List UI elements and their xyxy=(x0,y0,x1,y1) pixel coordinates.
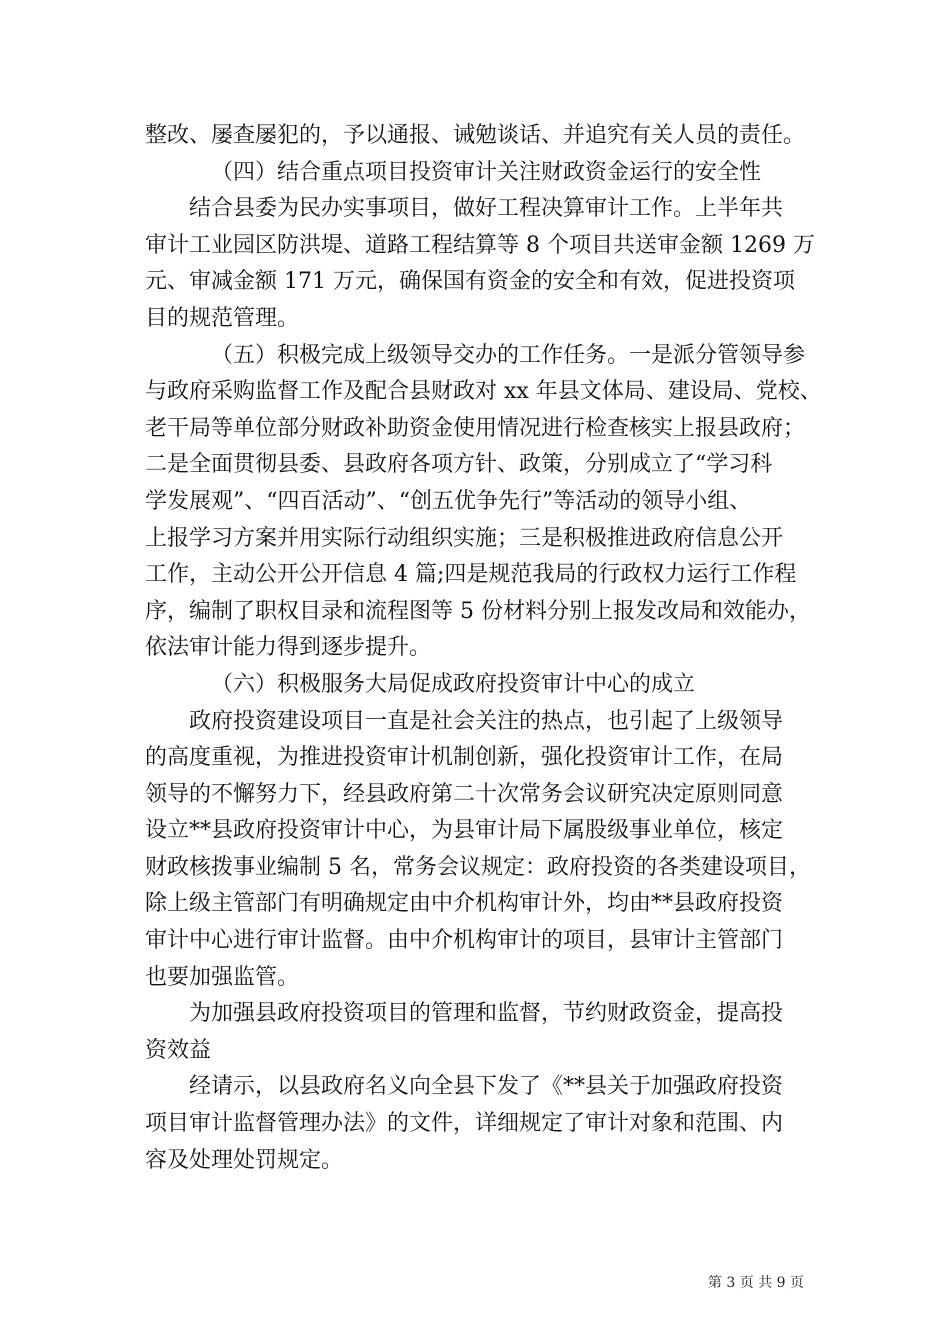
body-line: 依法审计能力得到逐步提升。 xyxy=(145,635,432,661)
body-line: 除上级主管部门有明确规定由中介机构审计外，均由**县政府投资 xyxy=(145,891,784,917)
body-line: 整改、屡查屡犯的，予以通报、诫勉谈话、并追究有关人员的责任。 xyxy=(145,123,806,148)
section-heading-5: （五）积极完成上级领导交办的工作任务。一是派分管领导参 xyxy=(211,342,806,368)
page-number-footer: 第 3 页 共 9 页 xyxy=(707,1275,804,1291)
body-line: 资效益 xyxy=(145,1037,212,1063)
body-line: 与政府采购监督工作及配合县财政对 xx 年县文体局、建设局、党校、 xyxy=(145,379,822,405)
body-line: 审计中心进行审计监督。由中介机构审计的项目，县审计主管部门 xyxy=(145,928,784,954)
body-line: 元、审减金额 171 万元，确保国有资金的安全和有效，促进投资项 xyxy=(145,269,795,295)
body-line: 财政核拨事业编制 5 名，常务会议规定：政府投资的各类建设项目， xyxy=(145,854,811,880)
body-line: 容及处理处罚规定。 xyxy=(145,1147,344,1173)
body-line: 的高度重视，为推进投资审计机制创新，强化投资审计工作，在局 xyxy=(145,745,784,771)
paragraph-line: 为加强县政府投资项目的管理和监督，节约财政资金，提高投 xyxy=(189,1001,784,1027)
body-line: 项目审计监督管理办法》的文件，详细规定了审计对象和范围、内 xyxy=(145,1111,784,1137)
body-line: 也要加强监管。 xyxy=(145,964,300,990)
body-line: 设立**县政府投资审计中心，为县审计局下属股级事业单位，核定 xyxy=(145,818,784,844)
body-line: 领导的不懈努力下，经县政府第二十次常务会议研究决定原则同意 xyxy=(145,781,784,807)
body-line: 上报学习方案并用实际行动组织实施；三是积极推进政府信息公开 xyxy=(145,525,784,551)
body-line: 老干局等单位部分财政补助资金使用情况进行检查核实上报县政府； xyxy=(145,415,806,441)
body-line: 目的规范管理。 xyxy=(145,305,300,331)
paragraph-line: 结合县委为民办实事项目，做好工程决算审计工作。上半年共 xyxy=(189,196,784,222)
body-line: 学发展观”、“四百活动”、“创五优争先行”等活动的领导小组、 xyxy=(145,488,752,514)
body-line: 工作，主动公开公开信息 4 篇;四是规范我局的行政权力运行工作程 xyxy=(145,562,797,588)
body-line: 二是全面贯彻县委、县政府各项方针、政策，分别成立了“学习科 xyxy=(145,452,773,478)
body-line: 序，编制了职权目录和流程图等 5 份材料分别上报发改局和效能办， xyxy=(145,598,811,624)
document-body xyxy=(145,118,825,1179)
body-line: 审计工业园区防洪堤、道路工程结算等 8 个项目共送审金额 1269 万 xyxy=(145,232,815,258)
paragraph-line: 经请示，以县政府名义向全县下发了《**县关于加强政府投资 xyxy=(189,1074,784,1100)
section-heading-6: （六）积极服务大局促成政府投资审计中心的成立 xyxy=(211,671,696,697)
paragraph-line: 政府投资建设项目一直是社会关注的热点，也引起了上级领导 xyxy=(189,708,784,734)
section-heading-4: （四）结合重点项目投资审计关注财政资金运行的安全性 xyxy=(211,159,762,185)
